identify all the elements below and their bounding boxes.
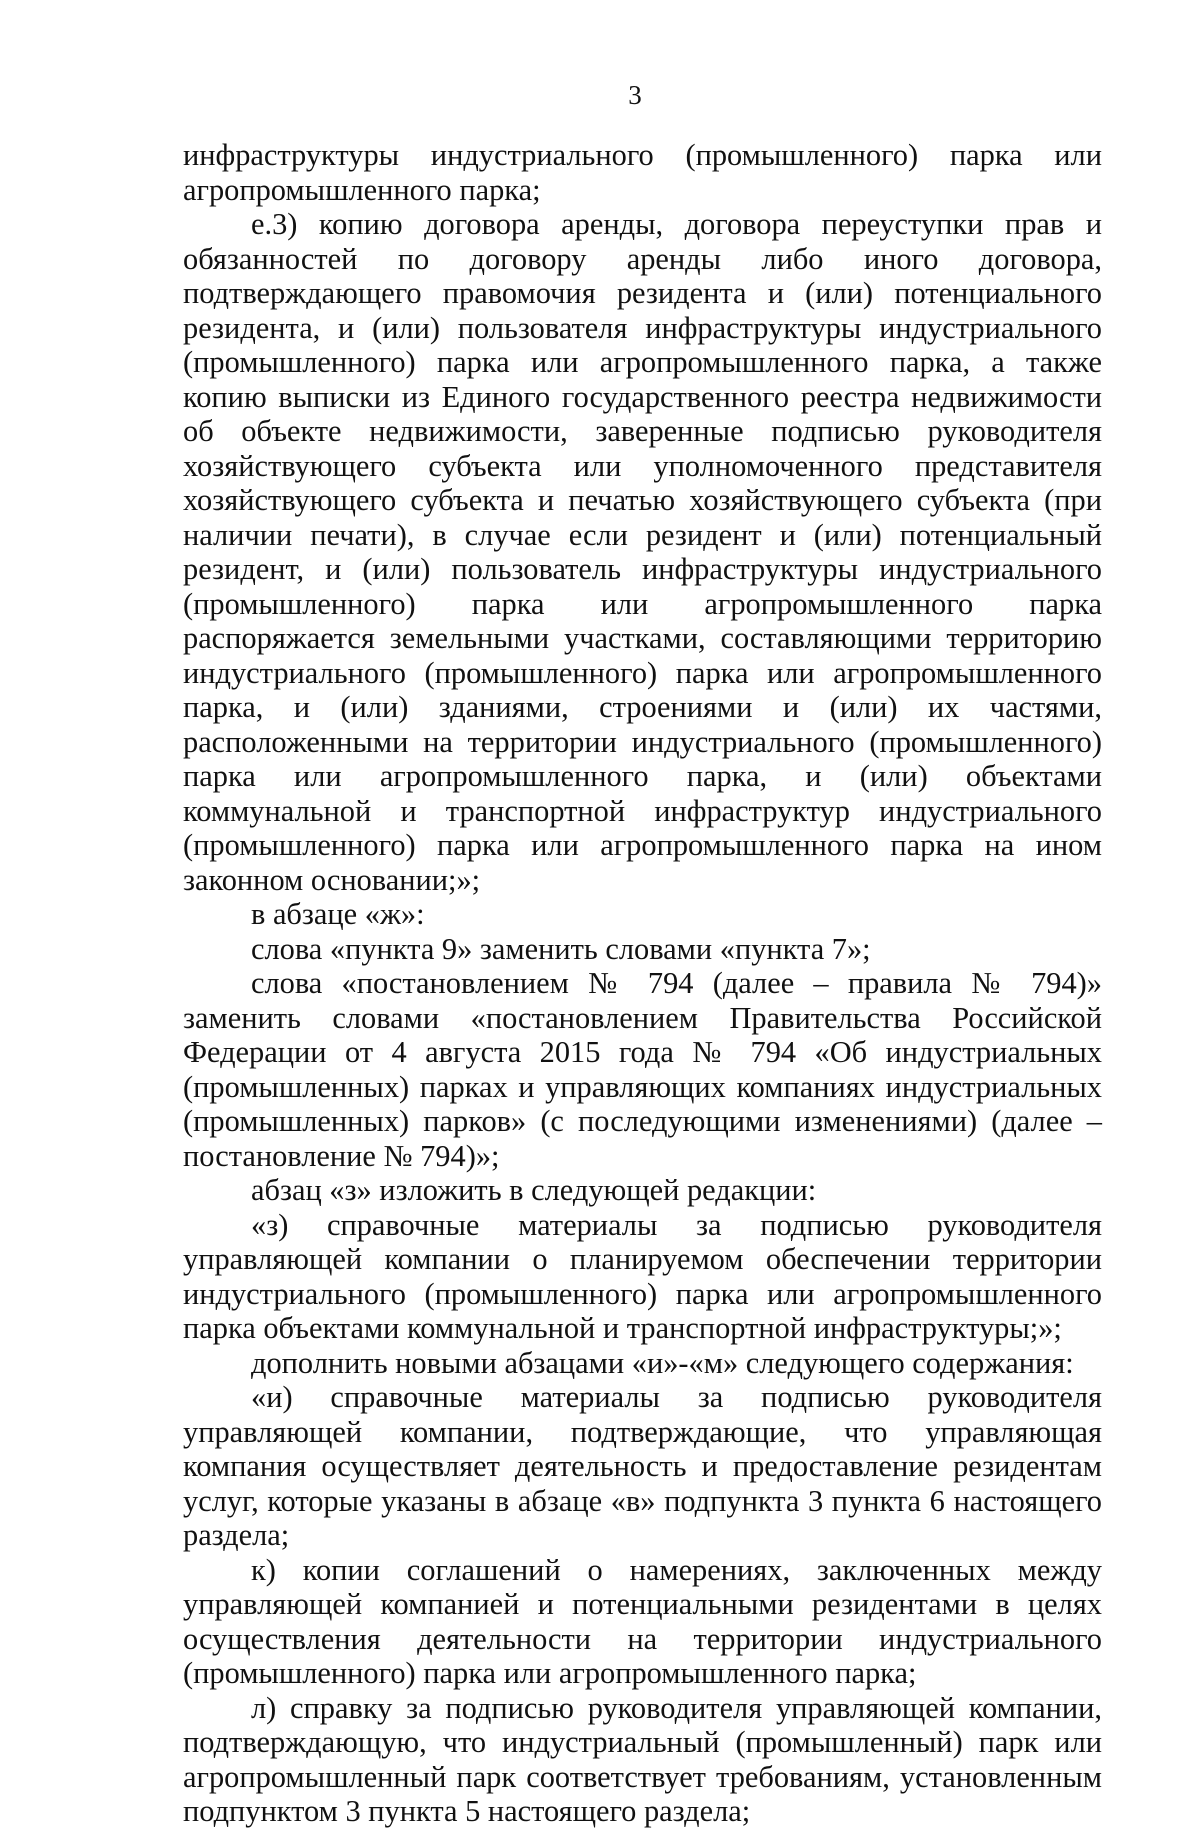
paragraph-k: к) копии соглашений о намерениях, заключенных между управляющей компанией и потенциальными резидентами в целях осуществления деятельности на территории индустриального (промышленного) парка или агропромышленного парка; xyxy=(183,1552,1102,1690)
paragraph-i: «и) справочные материалы за подписью руководителя управляющей компании, подтверждающие, что управляющая компания осуществляет деятельность и предоставление резидентам услуг, которые указаны в абзаце «в» подпункта 3 пункта 6 настоящего раздела; xyxy=(183,1380,1102,1552)
paragraph-punkt-replace: слова «пункта 9» заменить словами «пункта 7»; xyxy=(251,931,871,966)
paragraph-postanovlenie-replace: слова «постановлением № 794 (далее – правила № 794)» заменить словами «постановлением Правительства Российской Федерации от 4 августа 2015 года № 794 «Об индустриальных (промышленных) парках и управляющих компаниях индустриальных (промышленных) парков» (с последующими изменениями) (далее – постановление № 794)»; xyxy=(183,966,1102,1173)
paragraph-zh-heading: в абзаце «ж»: xyxy=(251,897,425,931)
document-body xyxy=(183,138,1102,1829)
page-number: 3 xyxy=(628,80,642,110)
paragraph-continuation: инфраструктуры индустриального (промышленного) парка или агропромышленного парка; xyxy=(183,138,1102,207)
paragraph-add-heading: дополнить новыми абзацами «и»-«м» следующего содержания: xyxy=(251,1345,1074,1380)
paragraph-z: «з) справочные материалы за подписью руководителя управляющей компании о планируемом обеспечении территории индустриального (промышленного) парка или агропромышленного парка объектами коммунальной и транспортной инфраструктуры;»; xyxy=(183,1207,1102,1345)
paragraph-l: л) справку за подписью руководителя управляющей компании, подтверждающую, что индустриальный (промышленный) парк или агропромышленный парк соответствует требованиям, установленным подпунктом 3 пункта 5 настоящего раздела; xyxy=(183,1690,1102,1828)
paragraph-z-heading: абзац «з» изложить в следующей редакции: xyxy=(251,1173,817,1207)
paragraph-e3: е.3) копию договора аренды, договора переуступки прав и обязанностей по договору аренды либо иного договора, подтверждающего правомочия резидента и (или) потенциального резидента, и (или) пользователя инфраструктуры индустриального (промышленного) парка или агропромышленного парка, а также копию выписки из Единого государственного реестра недвижимости об объекте недвижимости, заверенные подписью руководителя хозяйствующего субъекта или уполномоченного представителя хозяйствующего субъекта и печатью хозяйствующего субъекта (при наличии печати), в случае если резидент и (или) потенциальный резидент, и (или) пользователь инфраструктуры индустриального (промышленного) парка или агропромышленного парка распоряжается земельными участками, составляющими территорию индустриального (промышленного) парка или агропромышленного парка, и (или) зданиями, строениями и (или) их частями, расположенными на территории индустриального (промышленного) парка или агропромышленного парка, и (или) объектами коммунальной и транспортной инфраструктур индустриального (промышленного) парка или агропромышленного парка на ином законном основании;»; xyxy=(183,207,1102,897)
